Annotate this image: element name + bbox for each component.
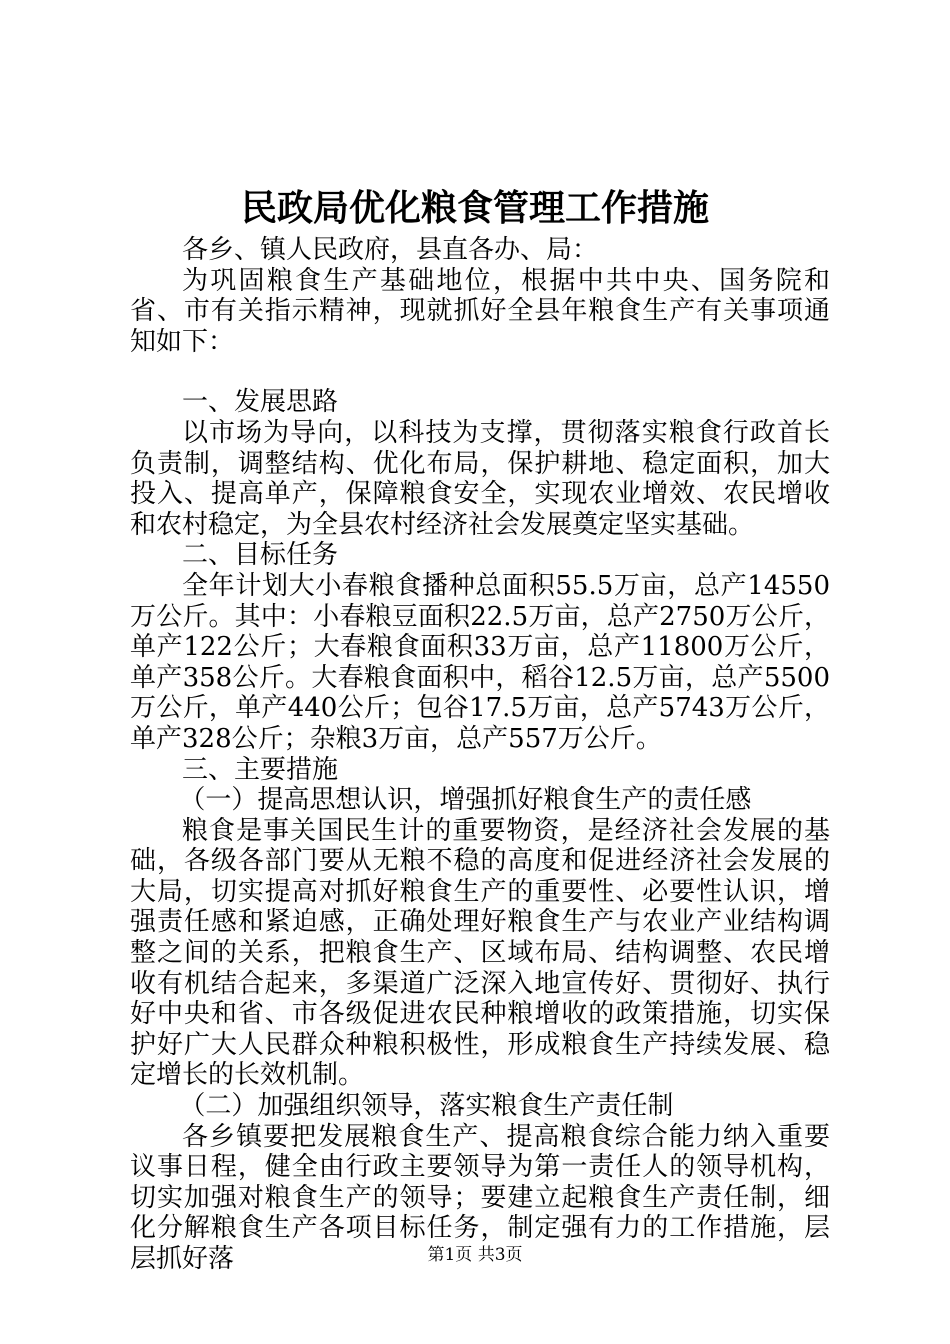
page-footer: 第1页 共3页	[427, 1245, 523, 1265]
document-title: 民政局优化粮食管理工作措施	[240, 187, 709, 229]
salutation: 各乡、镇人民政府，县直各办、局：	[182, 235, 599, 265]
body-paragraph: 粮食是事关国民生计的重要物资，是经济社会发展的基础，各级各部门要从无粮不稳的高度和促进经济社会发展的大局，切实提高对抓好粮食生产的重要性、必要性认识，增强责任感和紧迫感，正确处理好粮食生产与农业产业结构调整之间的关系，把粮食生产、区域布局、结构调整、农民增收有机结合起来，多渠道广泛深入地宣传好、贯彻好、执行好中央和省、市各级促进农民种粮增收的政策措施，切实保护好广大人民群众种粮积极性，形成粮食生产持续发展、稳定增长的长效机制。	[130, 815, 830, 1091]
body-paragraph: 全年计划大小春粮食播种总面积55.5万亩，总产14550万公斤。其中：小春粮豆面积22.5万亩，总产2750万公斤，单产122公斤；大春粮食面积33万亩，总产11800万公斤，单产358公斤。大春粮食面积中，稻谷12.5万亩，总产5500万公斤，单产440公斤；包谷17.5万亩，总产5743万公斤，单产328公斤；杂粮3万亩，总产557万公斤。	[130, 570, 830, 754]
intro-paragraph: 为巩固粮食生产基础地位，根据中共中央、国务院和省、市有关指示精神，现就抓好全县年粮食生产有关事项通知如下：	[130, 265, 830, 357]
body-paragraph: 各乡镇要把发展粮食生产、提高粮食综合能力纳入重要议事日程，健全由行政主要领导为第一责任人的领导机构，切实加强对粮食生产的领导；要建立起粮食生产责任制，细化分解粮食生产各项目标任务，制定强有力的工作措施，层层抓好落	[130, 1121, 830, 1274]
subsection-heading-1: （一）提高思想认识，增强抓好粮食生产的责任感	[179, 785, 752, 816]
subsection-heading-2: （二）加强组织领导，落实粮食生产责任制	[179, 1091, 674, 1122]
section-heading-1: 一、发展思路	[182, 387, 339, 418]
body-paragraph: 以市场为导向，以科技为支撑，贯彻落实粮食行政首长负责制，调整结构、优化布局，保护耕地、稳定面积，加大投入、提高单产，保障粮食安全，实现农业增效、农民增收和农村稳定，为全县农村经济社会发展奠定坚实基础。	[130, 417, 830, 540]
section-heading-3: 三、主要措施	[182, 754, 339, 785]
document-body	[130, 235, 830, 1275]
section-heading-2: 二、目标任务	[182, 540, 339, 571]
